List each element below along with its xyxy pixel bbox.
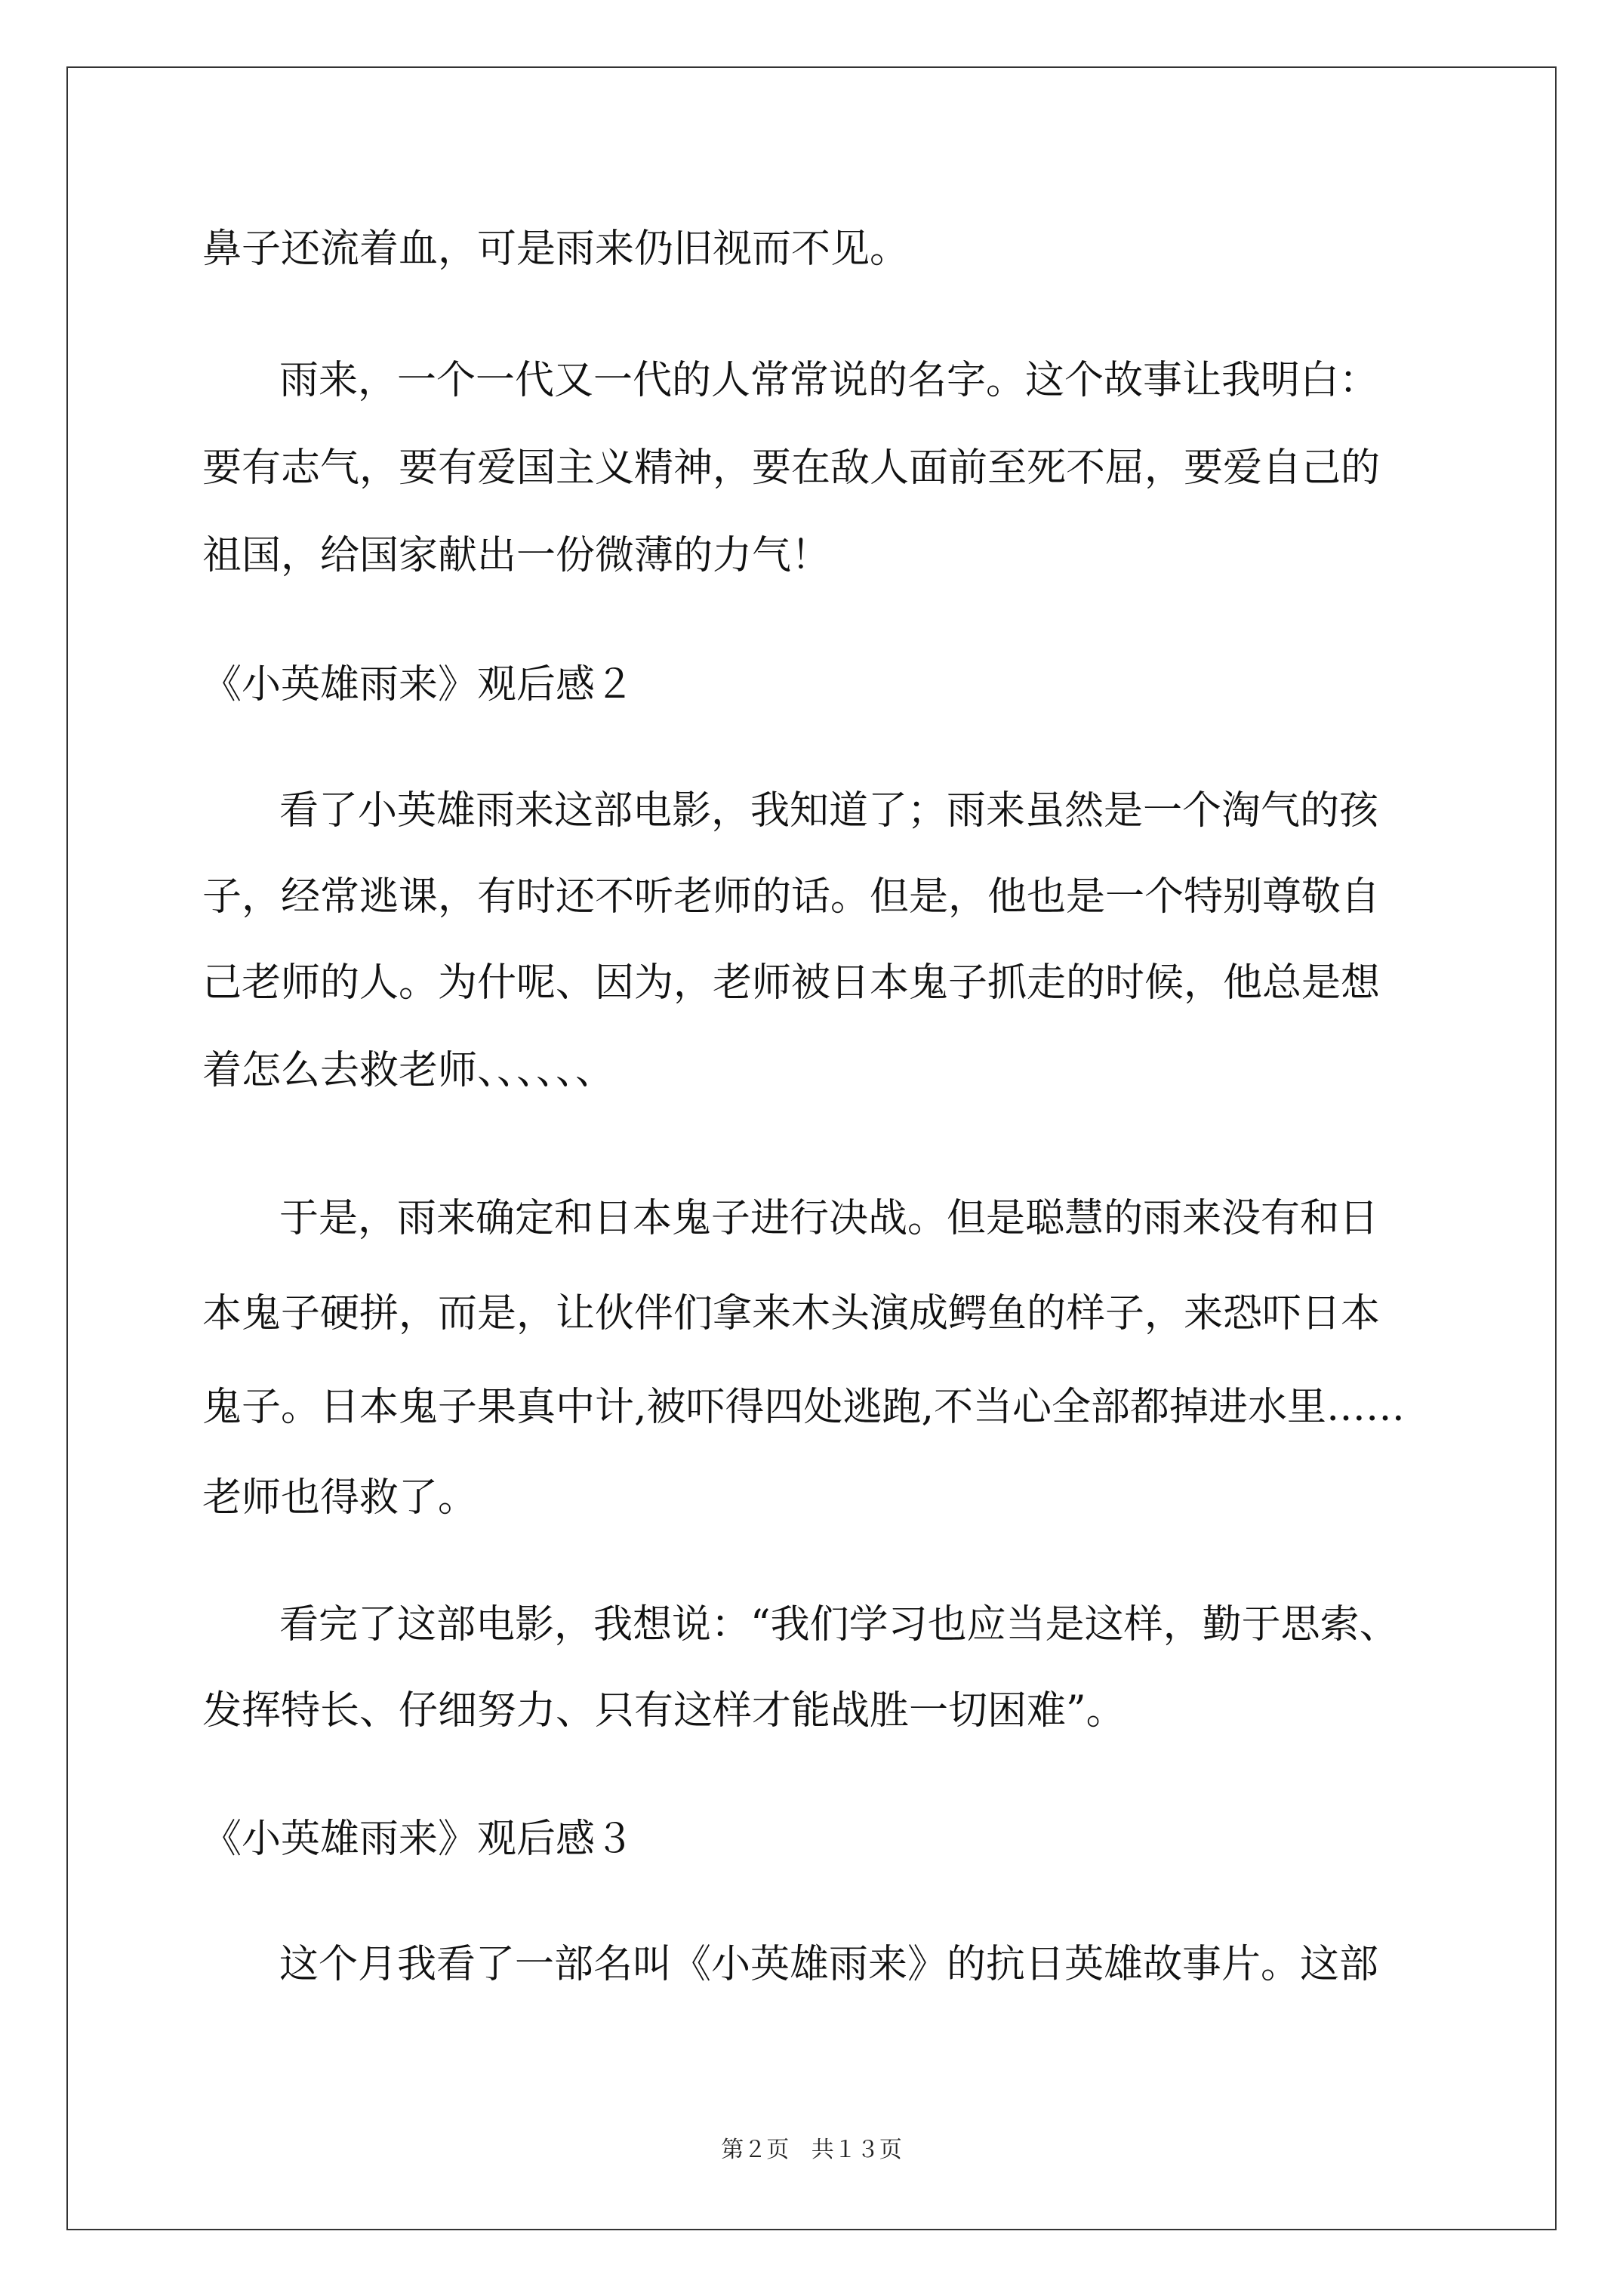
- text-line: 祖国，给国家献出一份微薄的力气！: [202, 533, 831, 578]
- text-line: 己老师的人。为什呢、因为，老师被日本鬼子抓走的时候，他总是想: [202, 960, 1381, 1006]
- text-line: 老师也得救了。: [202, 1475, 478, 1521]
- section-heading: 《小英雄雨来》观后感２: [202, 662, 635, 707]
- page-footer: [0, 2135, 1623, 2165]
- text-line: 着怎么去救老师、、、、、、: [202, 1048, 615, 1093]
- text-line: 要有志气，要有爱国主义精神，要在敌人面前至死不屈，要爱自己的: [202, 445, 1381, 491]
- text-line: 鬼子。日本鬼子果真中计,被吓得四处逃跑,不当心全部都掉进水里……: [202, 1385, 1406, 1430]
- text-line: 鼻子还流着血，可是雨来仍旧视而不见。: [202, 227, 910, 272]
- text-line: 发挥特长、仔细努力、只有这样才能战胜一切困难”。: [202, 1688, 1126, 1734]
- page-number: 第２页: [721, 2137, 790, 2163]
- text-line: 子，经常逃课，有时还不听老师的话。但是，他也是一个特别尊敬自: [202, 874, 1381, 920]
- text-line: 本鬼子硬拼，而是，让伙伴们拿来木头演成鳄鱼的样子，来恐吓日本: [202, 1291, 1381, 1336]
- text-line: 雨来，一个一代又一代的人常常说的名字。这个故事让我明白：: [279, 358, 1379, 403]
- text-line: 于是，雨来确定和日本鬼子进行决战。但是聪慧的雨来没有和日: [279, 1196, 1379, 1241]
- text-line: 看完了这部电影，我想说：“我们学习也应当是这样，勤于思索、: [279, 1602, 1399, 1647]
- text-line: 看了小英雄雨来这部电影，我知道了；雨来虽然是一个淘气的孩: [279, 788, 1379, 834]
- total-pages: 共１３页: [811, 2137, 902, 2163]
- text-line: 这个月我看了一部名叫《小英雄雨来》的抗日英雄故事片。这部: [279, 1942, 1379, 1987]
- section-heading: 《小英雄雨来》观后感３: [202, 1817, 635, 1862]
